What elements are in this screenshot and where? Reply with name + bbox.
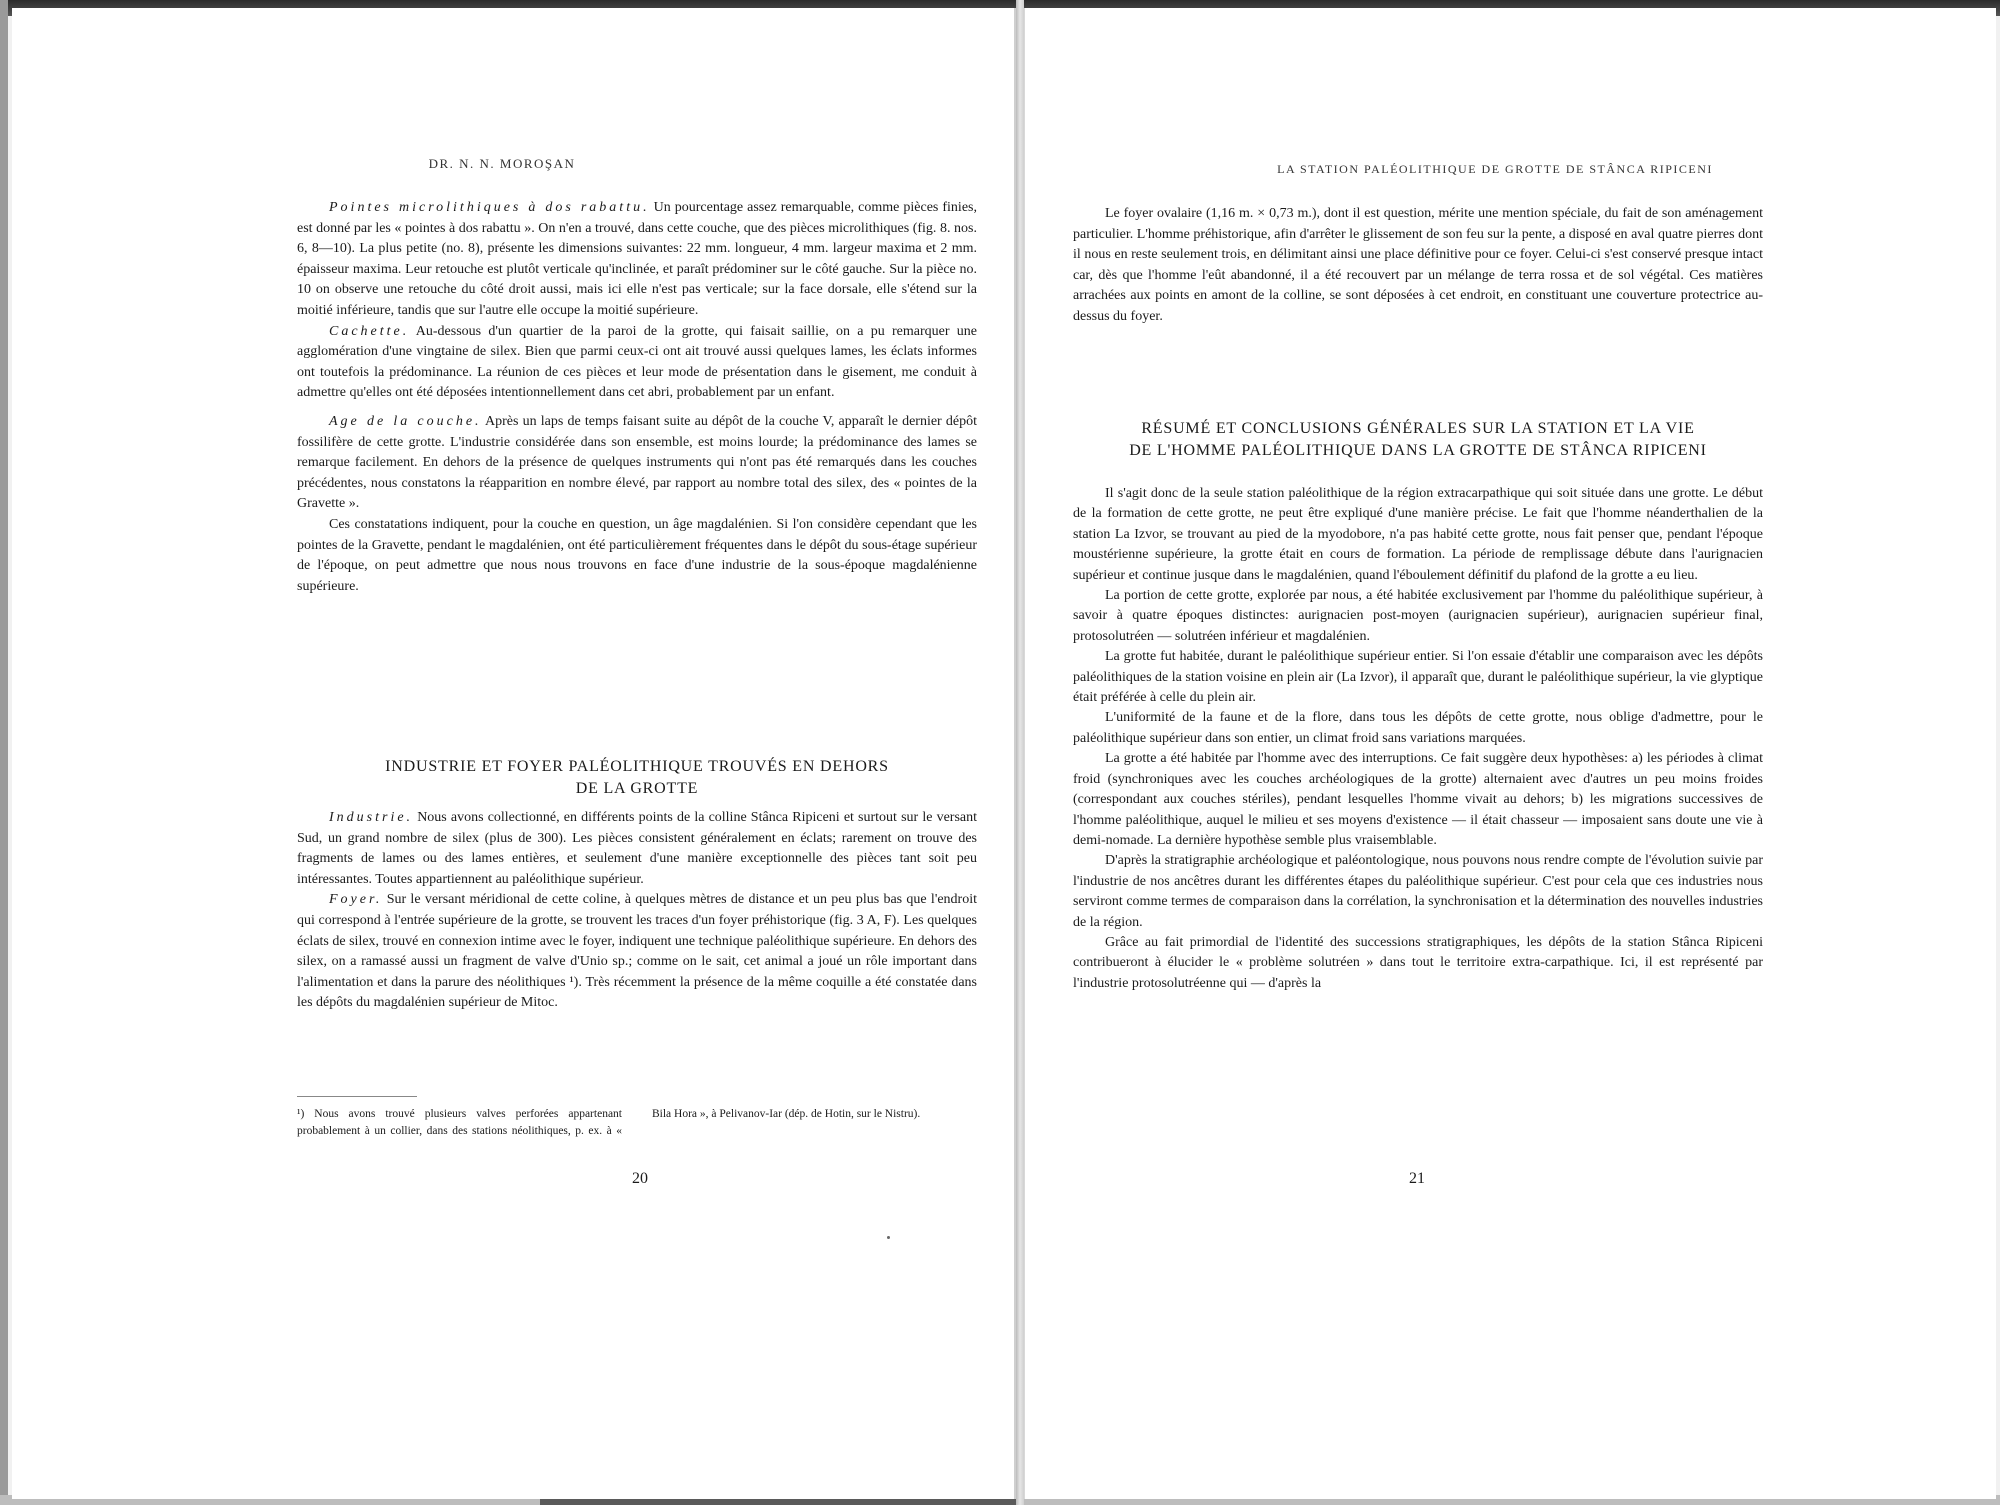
right-page-number: 21: [1409, 1170, 1425, 1187]
right-section-heading: [1073, 418, 1763, 462]
right-heading-line-2: DE L'HOMME PALÉOLITHIQUE DANS LA GROTTE DE STÂNCA RIPICENI: [1129, 442, 1707, 459]
lead-age: Age de la couche.: [329, 413, 482, 429]
paragraph-conclusion-1: Il s'agit donc de la seule station paléolithique de la région extracarpathique qui soit située dans une grotte. Le début de la formation de cette grotte, ne peut être expliqué d'une manière précise. Le fait que l'homme néanderthalien de la station La Izvor, se trouvant au pied de la myodobore, n'a pas habité cette grotte, nous fait penser que, pendant l'époque moustérienne supérieure, la grotte était en cours de formation. La période de remplissage débute dans l'aurignacien supérieur et continue jusque dans le magdalénien, quand l'éboulement définitif du plafond de la grotte a eu lieu.: [1073, 486, 1763, 583]
left-body-bottom: [297, 808, 977, 1014]
text-age: Après un laps de temps faisant suite au dépôt de la couche V, apparaît le dernier dépôt fossilifère de cette grotte. L'industrie considérée dans son ensemble, est moins lourde; la prédominance des lames se remarque facilement. En dehors de la présence de quelques instruments qui n'ont pas été remarqués dans les couches précédentes, nous constatons la réapparition en nombre élevé, par rapport au nombre total des silex, des « pointes de la Gravette ».: [297, 413, 978, 512]
paragraph-age: [297, 412, 977, 515]
paragraph-conclusion-5: La grotte a été habitée par l'homme avec des interruptions. Ce fait suggère deux hypothèses: a) les périodes à climat froid (synchroniques avec les couches archéologiques de la grotte) alternaient avec d'autres un peu moins froides (correspondant aux couches stériles), pendant lesquelles l'homme vivait au dehors; b) les migrations successives de l'homme paléolithique, auquel le milieu et ses moyens d'existence — il était chasseur — imposaient sans doute une vie à demi-nomade. La dernière hypothèse semble plus vraisemblable.: [1073, 751, 1763, 848]
paragraph-foyer: [297, 890, 977, 1014]
right-heading-line-1: RÉSUMÉ ET CONCLUSIONS GÉNÉRALES SUR LA STATION ET LA VIE: [1141, 420, 1695, 437]
left-running-head: DR. N. N. MOROŞAN: [428, 156, 576, 171]
paragraph-foyer-ovalaire: Le foyer ovalaire (1,16 m. × 0,73 m.), dont il est question, mérite une mention spéciale, du fait de son aménagement particulier. L'homme préhistorique, afin d'arrêter le glissement de son feu sur la pente, a disposé en aval quatre pierres dont il nous en reste seulement trois, en délimitant ainsi une place définitive pour ce foyer. Celui-ci s'est conservé presque intact car, dès que l'homme l'eût abandonné, il a été recouvert par un mélange de terra rossa et de sol végétal. Ces matières arrachées aux points en amont de la colline, se sont déposées à cet endroit, en constituant une couverture protectrice au-dessus du foyer.: [1073, 206, 1763, 324]
text-foyer: Sur le versant méridional de cette coline, à quelques mètres de distance et un peu plus bas que l'endroit qui correspond à l'entrée supérieure de la grotte, se trouvent les traces d'un foyer préhistorique (fig. 3 A, F). Les quelques éclats de silex, trouvé en connexion intime avec le foyer, indiquent une technique paléolithique supérieure. En dehors des silex, on a ramassé aussi un fragment de valve d'Unio sp.; comme on le sait, cet animal a joué un rôle important dans l'alimentation et dans la parure des néolithiques ¹). Très récemment la présence de la même coquille a été constatée dans les dépôts du magdalénien supérieur de Mitoc.: [297, 892, 977, 1011]
footnote: ¹) Nous avons trouvé plusieurs valves perforées appartenant probablement à un collier, dans des stations néolithiques, p. ex. à « Bila Hora », à Pelivanov-Iar (dép. de Hotin, sur le Nistru).: [297, 1108, 921, 1137]
right-running-head: LA STATION PALÉOLITHIQUE DE GROTTE DE STÂNCA RIPICENI: [1277, 162, 1713, 176]
text-cachette: Au-dessous d'un quartier de la paroi de la grotte, qui faisait saillie, on a pu remarquer une agglomération d'une vingtaine de silex. Bien que parmi ceux-ci ont ait trouvé aussi quelques lames, les éclats informes ont toutefois la prédominance. La réunion de ces pièces et leur mode de présentation dans le gisement, me conduit à admettre qu'elles ont été déposées intentionnellement dans cet abri, probablement par un enfant.: [297, 323, 977, 401]
left-heading-line-1: INDUSTRIE ET FOYER PALÉOLITHIQUE TROUVÉS EN DEHORS: [385, 758, 889, 775]
left-heading-line-2: DE LA GROTTE: [575, 780, 699, 797]
book-left-edge: [0, 0, 8, 1505]
right-body-main: [1073, 484, 1763, 994]
lead-industrie: Industrie.: [329, 810, 414, 825]
paragraph-conclusion-2: La portion de cette grotte, explorée par nous, a été habitée exclusivement par l'homme du paléolithique supérieur, à savoir à quatre époques distinctes: aurignacien post-moyen (aurignacien supérieur), aurignacien supérieur final, protosolutréen — solutréen inférieur et magdalénien.: [1073, 588, 1763, 644]
footnote-rule: [297, 1096, 417, 1097]
paragraph-constatations: [297, 515, 977, 597]
lead-pointes: Pointes microlithiques à dos rabattu.: [329, 200, 650, 215]
left-section-heading: [297, 756, 977, 800]
left-page: [12, 8, 1016, 1499]
text-industrie: Nous avons collectionné, en différents points de la colline Stânca Ripiceni et surtout sur le versant Sud, un grand nombre de silex (plus de 300). Les pièces consistent généralement en éclats; rarement on trouve des fragments de lames ou des lames entières, et seulement d'une manière exceptionnelle des pièces tant soit peu intéressantes. Toutes appartiennent au paléolithique supérieur.: [297, 810, 977, 887]
paragraph-conclusion-6: D'après la stratigraphie archéologique et paléontologique, nous pouvons nous rendre compte de l'évolution suivie par l'industrie de nos ancêtres durant les différentes étapes du paléolithique supérieur. C'est pour cela que ces industries nous serviront comme termes de comparaison dans la corrélation, la synchronisation et la détermination des nouvelles industries de la région.: [1073, 853, 1763, 930]
scan-speck: [887, 1236, 890, 1239]
right-page: [1024, 8, 1996, 1499]
text-pointes: Un pourcentage assez remarquable, comme pièces finies, est donné par les « pointes à dos rabattu ». On n'en a trouvé, dans cette couche, que des pièces microlithiques (fig. 8. nos. 6, 8—10). La plus petite (no. 8), présente les dimensions suivantes: 22 mm. longueur, 4 mm. largeur maxima et 2 mm. épaisseur maxima. Leur retouche est plutôt verticale qu'inclinée, et paraît prédominer sur le côté gauche. Sur la pièce no. 10 on observe une retouche du côté droit aussi, mais ici elle n'est pas verticale; sur la face dorsale, elle s'étend sur la moitié inférieure, tandis que sur l'autre elle occupe la moitié supérieure.: [297, 200, 977, 318]
paragraph-conclusion-4: L'uniformité de la faune et de la flore, dans tous les dépôts de cette grotte, nous oblige d'admettre, pour le paléolithique supérieur dans son entier, un climat froid sans variations marquées.: [1073, 710, 1763, 746]
paragraph-conclusion-7: Grâce au fait primordial de l'identité des successions stratigraphiques, les dépôts de la station Stânca Ripiceni contribueront à élucider le « problème solutréen » dans tout le territoire extra-carpathique. Ici, il est représenté par l'industrie protosolutréenne qui — d'après la: [1073, 934, 1763, 991]
book-gutter: [1016, 0, 1024, 1505]
lead-cachette: Cachette.: [329, 323, 410, 339]
paragraph-pointes: [297, 198, 977, 322]
right-body-top: [1073, 204, 1763, 328]
paragraph-cachette: [297, 322, 977, 404]
lead-foyer: Foyer.: [329, 892, 383, 908]
left-page-number: 20: [632, 1170, 648, 1187]
text-constatations: Ces constatations indiquent, pour la couche en question, un âge magdalénien. Si l'on considère cependant que les pointes de la Gravette, pendant le magdalénien, ont été particulièrement fréquentes dans le dépôt du sous-étage supérieur de l'époque, on peut admettre que nous nous trouvons en face d'une industrie de la sous-époque magdalénienne supérieure.: [297, 516, 977, 594]
paragraph-industrie: [297, 808, 977, 890]
paragraph-conclusion-3: La grotte fut habitée, durant le paléolithique supérieur entier. Si l'on essaie d'établir une comparaison avec les dépôts paléolithiques de la station voisine en plein air (La Izvor), il apparaît que, durant le paléolithique supérieur, la vie glyptique était préférée à celle du plein air.: [1073, 649, 1763, 706]
left-body-top: [297, 198, 977, 597]
